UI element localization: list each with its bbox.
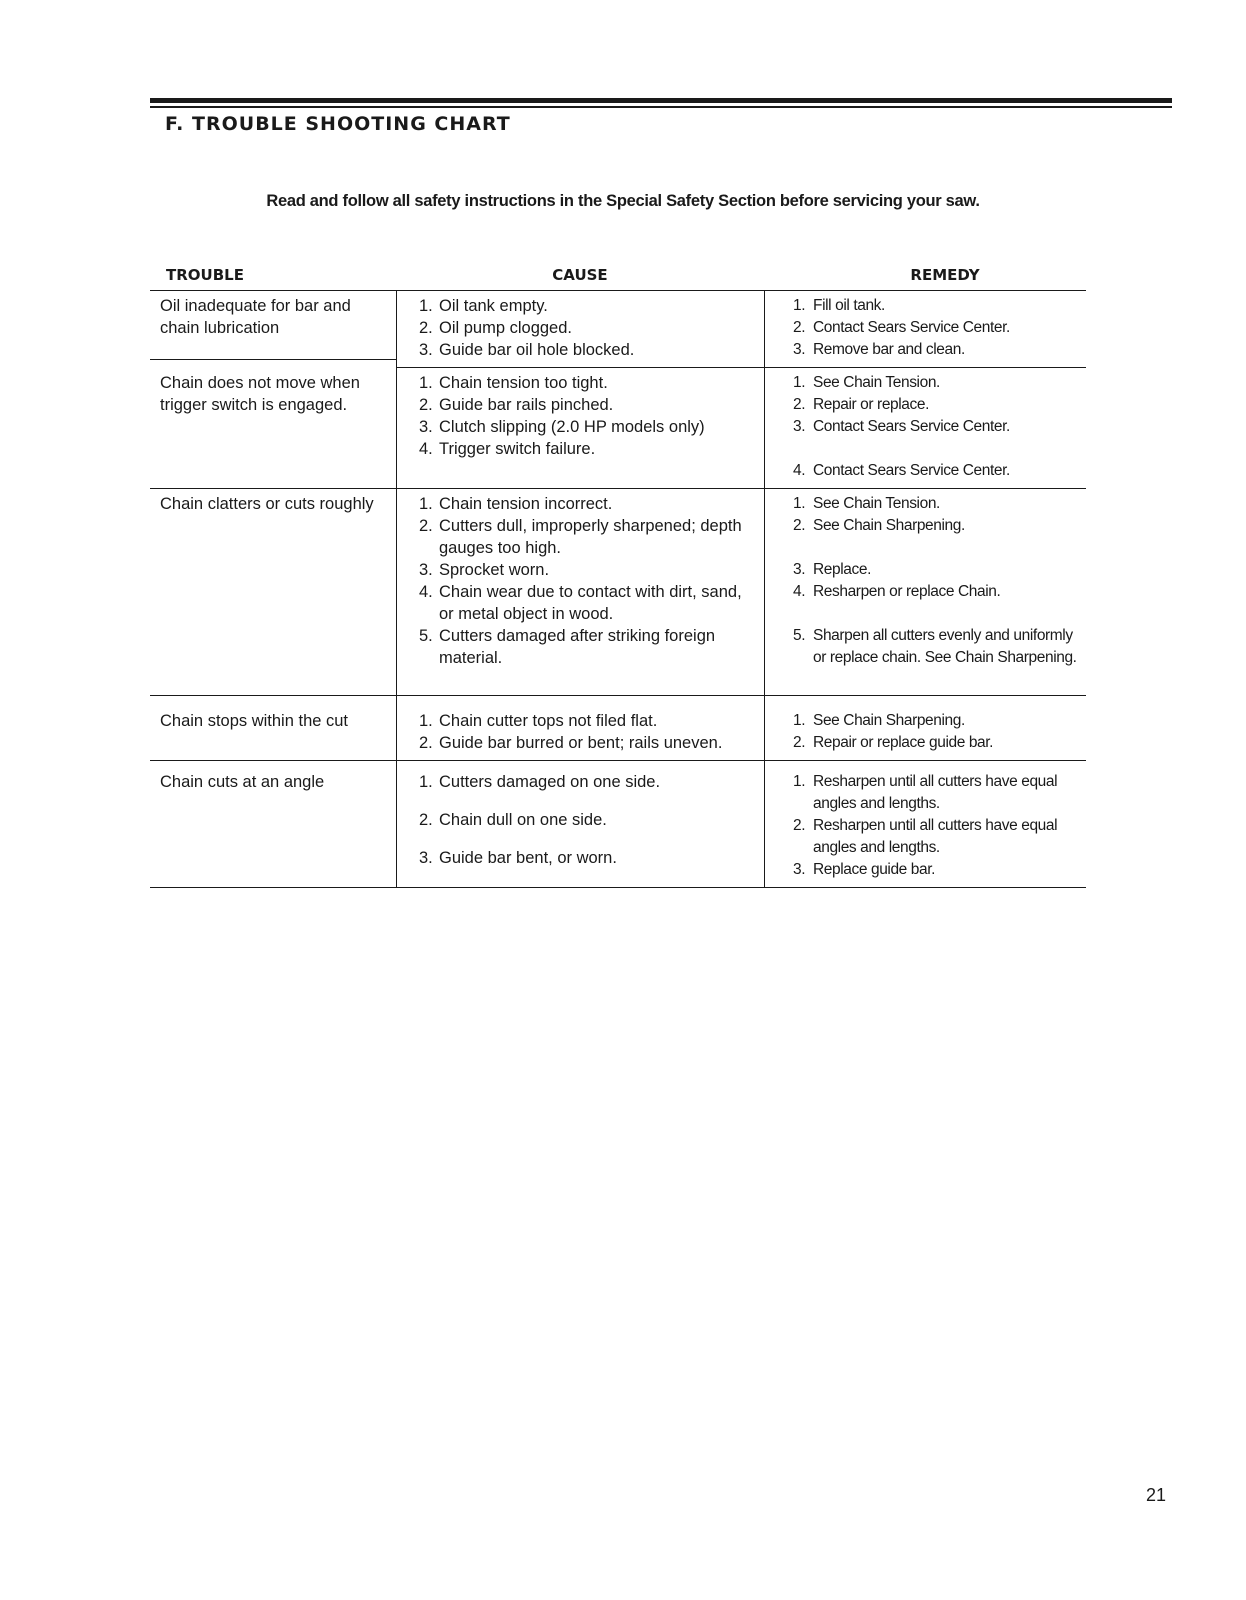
cause-item: 3. Clutch slipping (2.0 HP models only) [419,418,705,436]
remedy-item: 1. See Chain Tension. [793,495,940,512]
remedy-item: 5. Sharpen all cutters evenly and uniformly or replace chain. See Chain Sharpening. [793,627,1077,666]
cause-item: 1. Cutters damaged on one side. [419,773,661,791]
remedy-item: 1. Resharpen until all cutters have equal angles and lengths. [793,773,1058,812]
page-number: 21 [1146,1485,1167,1505]
cause-item: 2. Guide bar rails pinched. [419,396,614,414]
cause-cell [396,489,764,696]
remedy-item: 3. Replace. [793,561,871,578]
trouble-cell [150,761,396,888]
cause-cell [396,368,764,489]
column-header-cause: CAUSE [396,264,764,291]
cause-cell [396,291,764,368]
remedy-item: 3. Contact Sears Service Center. [793,418,1010,435]
header-rule-thin [150,106,1172,108]
column-header-trouble: TROUBLE [150,264,396,291]
remedy-cell [764,489,1086,696]
cause-item: 1. Chain cutter tops not filed flat. [419,712,658,730]
trouble-cell [150,696,396,761]
cause-item: 1. Oil tank empty. [419,297,548,315]
trouble-text: Chain stops within the cut [160,712,349,730]
safety-note: Read and follow all safety instructions in the Special Safety Section before servicing your saw. [266,192,980,210]
cause-item: 2. Chain dull on one side. [419,811,607,829]
trouble-cell [150,368,396,489]
cause-item: 1. Chain tension incorrect. [419,495,613,513]
remedy-cell [764,368,1086,489]
trouble-text: Oil inadequate for bar and chain lubrication [160,297,351,337]
cause-item: 1. Chain tension too tight. [419,374,608,392]
remedy-cell [764,761,1086,888]
remedy-item: 2. Repair or replace. [793,396,929,413]
column-header-remedy: REMEDY [764,264,1086,291]
remedy-item: 4. Resharpen or replace Chain. [793,583,1001,600]
trouble-text: Chain clatters or cuts roughly [160,495,374,513]
header-rule-thick [150,98,1172,103]
cause-item: 2. Guide bar burred or bent; rails uneven. [419,734,723,752]
trouble-shooting-chart [150,264,1086,888]
remedy-item: 1. See Chain Sharpening. [793,712,965,729]
cause-item: 2. Cutters dull, improperly sharpened; depth gauges too high. [419,517,742,557]
remedy-cell [764,291,1086,368]
cause-item: 3. Guide bar oil hole blocked. [419,341,635,359]
cause-item: 2. Oil pump clogged. [419,319,572,337]
cause-item: 5. Cutters damaged after striking foreign material. [419,627,716,667]
remedy-cell [764,696,1086,761]
cause-cell [396,696,764,761]
remedy-item: 2. See Chain Sharpening. [793,517,965,534]
cause-item: 3. Guide bar bent, or worn. [419,849,617,867]
trouble-cell [150,489,396,696]
remedy-item: 3. Replace guide bar. [793,861,936,878]
trouble-text: Chain does not move when trigger switch is engaged. [160,374,360,414]
cause-cell [396,761,764,888]
remedy-item: 1. See Chain Tension. [793,374,940,391]
remedy-item: 2. Contact Sears Service Center. [793,319,1010,336]
remedy-item: 4. Contact Sears Service Center. [793,462,1010,479]
cause-item: 4. Trigger switch failure. [419,440,596,458]
cause-item: 3. Sprocket worn. [419,561,550,579]
remedy-item: 3. Remove bar and clean. [793,341,965,358]
trouble-text: Chain cuts at an angle [160,773,325,791]
section-title: F. TROUBLE SHOOTING CHART [165,113,511,135]
trouble-cell [150,291,396,360]
remedy-item: 1. Fill oil tank. [793,297,885,314]
remedy-item: 2. Repair or replace guide bar. [793,734,994,751]
remedy-item: 2. Resharpen until all cutters have equal angles and lengths. [793,817,1058,856]
cause-item: 4. Chain wear due to contact with dirt, sand, or metal object in wood. [419,583,742,623]
